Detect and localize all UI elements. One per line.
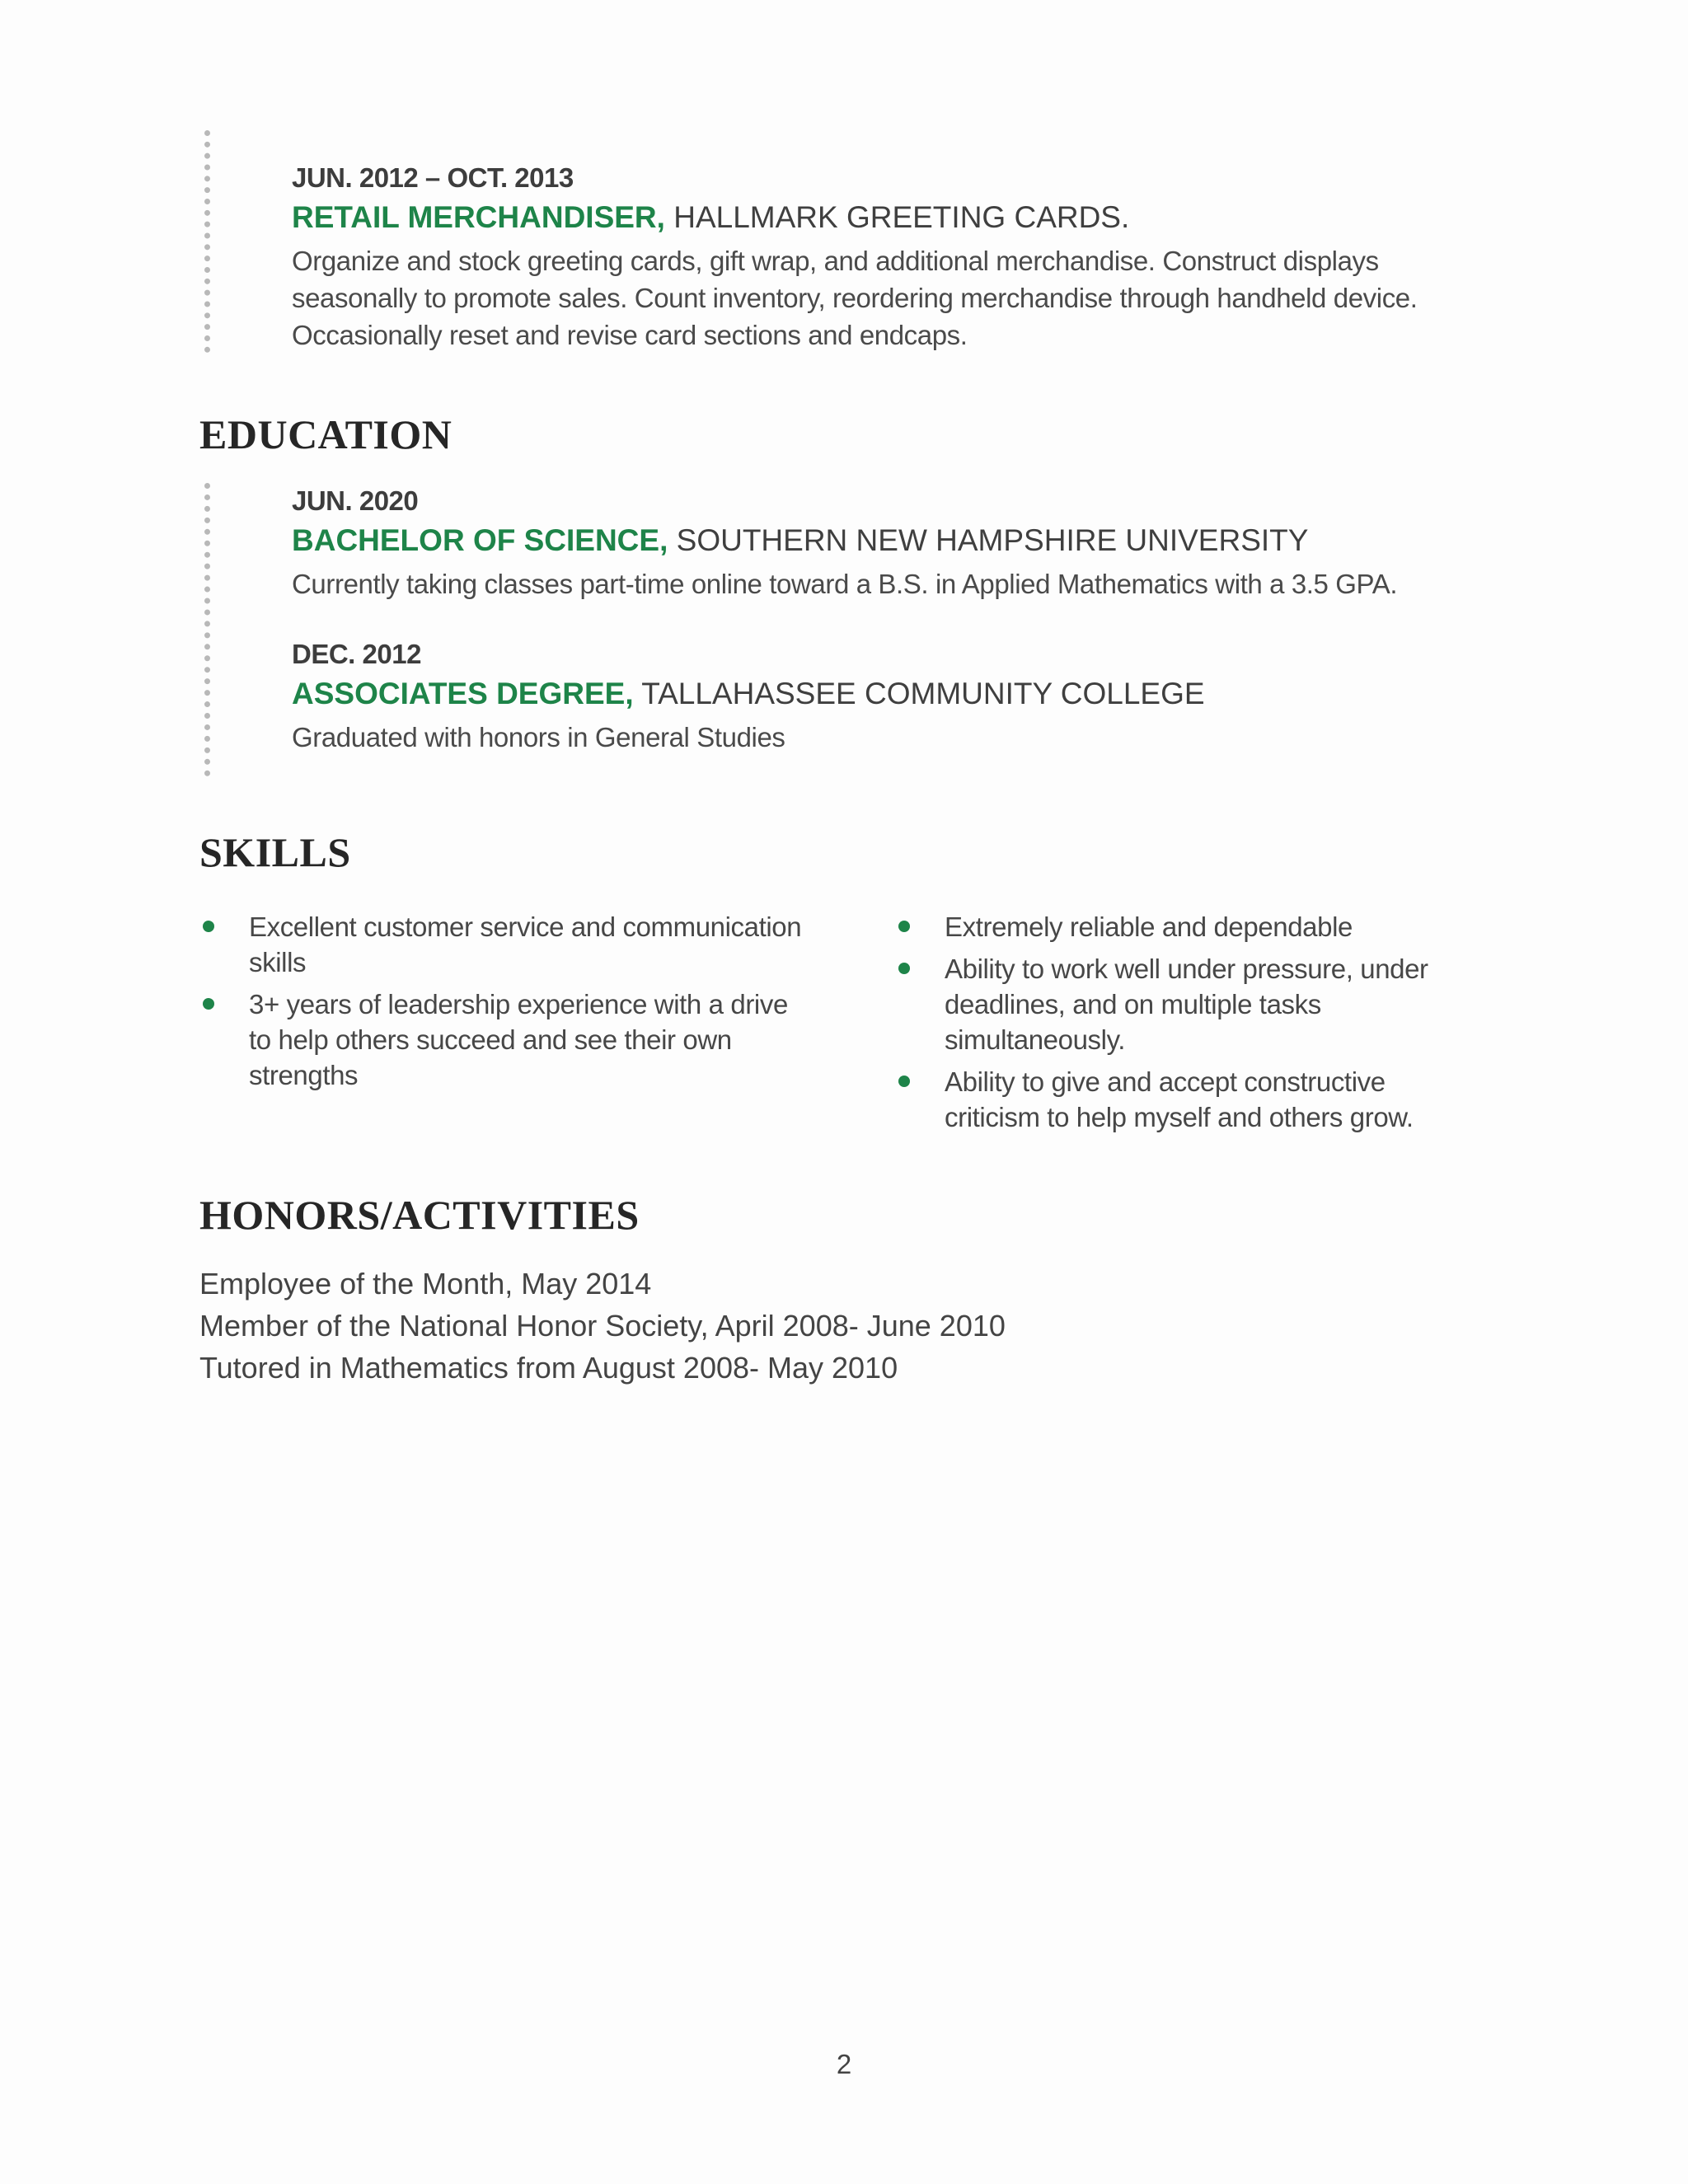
bullet-icon [898, 921, 910, 932]
skill-line: deadlines, and on multiple tasks [945, 989, 1321, 1019]
bullet-icon [203, 921, 214, 932]
employer-name: HALLMARK GREETING CARDS. [673, 200, 1130, 234]
entry-description [292, 565, 1578, 602]
skill-line: simultaneously. [945, 1024, 1125, 1055]
education-entry [292, 638, 1578, 756]
skill-line: strengths [249, 1060, 359, 1090]
skills-list-left [199, 909, 826, 1099]
school-name: SOUTHERN NEW HAMPSHIRE UNIVERSITY [676, 523, 1309, 557]
degree-title: BACHELOR OF SCIENCE, [292, 523, 668, 557]
page-number: 2 [836, 2049, 852, 2079]
skill-item [199, 987, 826, 1093]
skill-item [895, 1064, 1522, 1135]
skill-line: to help others succeed and see their own [249, 1024, 732, 1055]
skill-line: Ability to work well under pressure, under [945, 954, 1428, 984]
description-line: seasonally to promote sales. Count inventory, reordering merchandise through handheld device. [292, 283, 1418, 313]
entry-title [292, 674, 1578, 714]
skill-line: Extremely reliable and dependable [945, 912, 1353, 942]
entry-date: JUN. 2020 [292, 485, 419, 516]
bullet-icon [203, 998, 214, 1010]
entry-description [292, 719, 1578, 756]
bullet-icon [898, 963, 910, 974]
school-name: TALLAHASSEE COMMUNITY COLLEGE [641, 677, 1205, 710]
skills-heading: SKILLS [199, 829, 351, 875]
honor-item: Employee of the Month, May 2014 [199, 1267, 652, 1301]
degree-title: ASSOCIATES DEGREE, [292, 677, 634, 710]
description-line: Occasionally reset and revise card sections and endcaps. [292, 320, 968, 350]
description-line: Organize and stock greeting cards, gift wrap, and additional merchandise. Construct displays [292, 246, 1379, 276]
honors-list [199, 1263, 1518, 1389]
honor-item: Tutored in Mathematics from August 2008- May 2010 [199, 1351, 898, 1385]
education-heading: EDUCATION [199, 411, 452, 457]
skill-line: 3+ years of leadership experience with a drive [249, 989, 788, 1019]
honor-item: Member of the National Honor Society, April 2008- June 2010 [199, 1309, 1006, 1343]
skill-line: skills [249, 947, 307, 977]
skill-line: Excellent customer service and communication [249, 912, 802, 942]
skill-item [199, 909, 826, 980]
skills-list-right [895, 909, 1522, 1141]
honors-heading: HONORS/ACTIVITIES [199, 1192, 640, 1238]
entry-title [292, 198, 1578, 237]
description-line: Graduated with honors in General Studies [292, 722, 785, 752]
entry-description [292, 242, 1578, 354]
skill-item [895, 951, 1522, 1057]
skill-line: Ability to give and accept constructive [945, 1066, 1386, 1097]
education-timeline-rule [204, 483, 210, 776]
entry-title [292, 521, 1578, 560]
entry-date: JUN. 2012 – OCT. 2013 [292, 162, 574, 193]
bullet-icon [898, 1076, 910, 1087]
entry-date: DEC. 2012 [292, 639, 421, 669]
job-title: RETAIL MERCHANDISER, [292, 200, 665, 234]
skill-line: criticism to help myself and others grow. [945, 1102, 1414, 1132]
education-entry [292, 485, 1578, 602]
experience-timeline-rule [204, 130, 210, 353]
description-line: Currently taking classes part-time online toward a B.S. in Applied Mathematics with a 3.5 GPA. [292, 569, 1398, 599]
experience-entry [292, 162, 1578, 354]
skill-item [895, 909, 1522, 944]
